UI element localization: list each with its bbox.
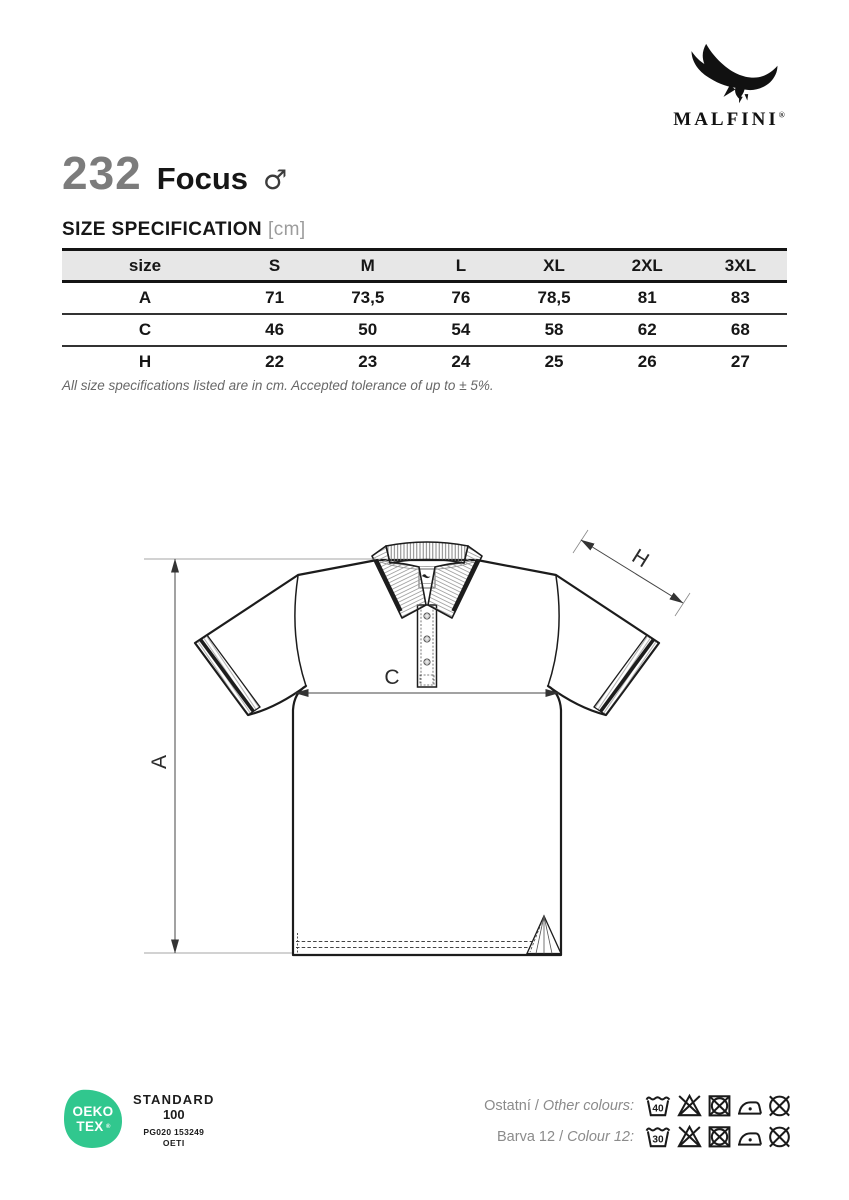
iron-one-dot-icon bbox=[736, 1092, 763, 1119]
cell: 50 bbox=[358, 320, 378, 339]
oeko-tex-leaf-icon bbox=[62, 1088, 124, 1150]
dim-label-a: A bbox=[148, 754, 171, 770]
brand-reg-mark: ® bbox=[778, 110, 785, 120]
col-header-m: M bbox=[321, 250, 414, 282]
institute-label: OETI bbox=[162, 1137, 185, 1148]
cert-text-block bbox=[133, 1088, 215, 1148]
tex-text: TEX bbox=[76, 1119, 104, 1134]
care-label-primary: Ostatní / bbox=[484, 1097, 539, 1114]
wash-30-icon bbox=[643, 1123, 673, 1150]
license-number: PG020 153249 bbox=[143, 1126, 205, 1137]
cell: 83 bbox=[730, 288, 750, 307]
do-not-tumble-dry-icon bbox=[706, 1092, 733, 1119]
wash-temp: 40 bbox=[652, 1103, 664, 1115]
cell: 46 bbox=[265, 320, 285, 339]
cell: 22 bbox=[265, 352, 285, 371]
cell: 58 bbox=[544, 320, 564, 339]
cell: 81 bbox=[637, 288, 657, 307]
do-not-bleach-icon bbox=[676, 1123, 703, 1150]
care-label-primary: Barva 12 / bbox=[497, 1128, 564, 1145]
dim-label-h: H bbox=[627, 544, 653, 573]
male-gender-icon: ♂ bbox=[263, 165, 288, 196]
row-label: A bbox=[138, 288, 152, 307]
size-table bbox=[62, 248, 787, 377]
do-not-dry-clean-icon bbox=[766, 1123, 793, 1150]
size-note: All size specifications listed are in cm. Accepted tolerance of up to ± 5%. bbox=[62, 378, 494, 393]
cell: 71 bbox=[265, 288, 285, 307]
table-row-h bbox=[62, 346, 787, 377]
brand-name-text: MALFINI bbox=[673, 109, 779, 130]
standard-number: 100 bbox=[162, 1106, 185, 1122]
iron-one-dot-icon bbox=[736, 1123, 763, 1150]
care-row-colour-12 bbox=[497, 1123, 793, 1150]
row-label: C bbox=[138, 320, 152, 339]
product-code: 232 bbox=[62, 147, 142, 199]
care-label-secondary: Other colours: bbox=[542, 1097, 634, 1114]
col-header-s: S bbox=[228, 250, 321, 282]
col-header-size: size bbox=[62, 250, 228, 282]
spec-heading bbox=[62, 219, 306, 241]
brand-logo bbox=[660, 42, 798, 131]
cell: 68 bbox=[730, 320, 750, 339]
cell: 27 bbox=[730, 352, 750, 371]
dim-label-c: C bbox=[384, 666, 400, 689]
cell: 24 bbox=[451, 352, 471, 371]
table-row-c bbox=[62, 314, 787, 346]
care-label bbox=[484, 1098, 634, 1114]
spec-heading-text: SIZE SPECIFICATION bbox=[62, 219, 263, 240]
oeko-text: OEKO bbox=[72, 1104, 114, 1119]
cell: 25 bbox=[544, 352, 564, 371]
oeko-tex-badge bbox=[62, 1088, 215, 1150]
cell: 78,5 bbox=[537, 288, 571, 307]
product-name: Focus bbox=[156, 161, 249, 196]
cell: 73,5 bbox=[351, 288, 385, 307]
care-instructions bbox=[484, 1092, 793, 1150]
cell: 76 bbox=[451, 288, 471, 307]
product-title bbox=[62, 147, 288, 199]
care-icons bbox=[643, 1123, 793, 1150]
care-label bbox=[497, 1129, 634, 1145]
cell: 62 bbox=[637, 320, 657, 339]
cell: 26 bbox=[637, 352, 657, 371]
wash-temp: 30 bbox=[652, 1134, 664, 1146]
do-not-dry-clean-icon bbox=[766, 1092, 793, 1119]
table-row-a bbox=[62, 282, 787, 315]
col-header-xl: XL bbox=[507, 250, 600, 282]
care-icons bbox=[643, 1092, 793, 1119]
polo-drawing bbox=[140, 510, 700, 990]
row-label: H bbox=[138, 352, 152, 371]
col-header-3xl: 3XL bbox=[694, 250, 787, 282]
wash-40-icon bbox=[643, 1092, 673, 1119]
cell: 23 bbox=[358, 352, 378, 371]
do-not-tumble-dry-icon bbox=[706, 1123, 733, 1150]
col-header-2xl: 2XL bbox=[601, 250, 694, 282]
standard-label: STANDARD bbox=[133, 1092, 215, 1107]
do-not-bleach-icon bbox=[676, 1092, 703, 1119]
size-table-header-row bbox=[62, 250, 787, 282]
care-row-other-colours bbox=[484, 1092, 793, 1119]
collar-back-band bbox=[386, 542, 468, 563]
spec-unit: [cm] bbox=[268, 219, 306, 240]
care-label-secondary: Colour 12: bbox=[567, 1128, 634, 1145]
col-header-l: L bbox=[414, 250, 507, 282]
cell: 54 bbox=[451, 320, 471, 339]
oeko-reg-mark: ® bbox=[106, 1124, 111, 1130]
polo-shirt-diagram bbox=[140, 510, 700, 990]
malfini-eagle-icon bbox=[677, 42, 781, 106]
brand-name bbox=[660, 109, 798, 131]
